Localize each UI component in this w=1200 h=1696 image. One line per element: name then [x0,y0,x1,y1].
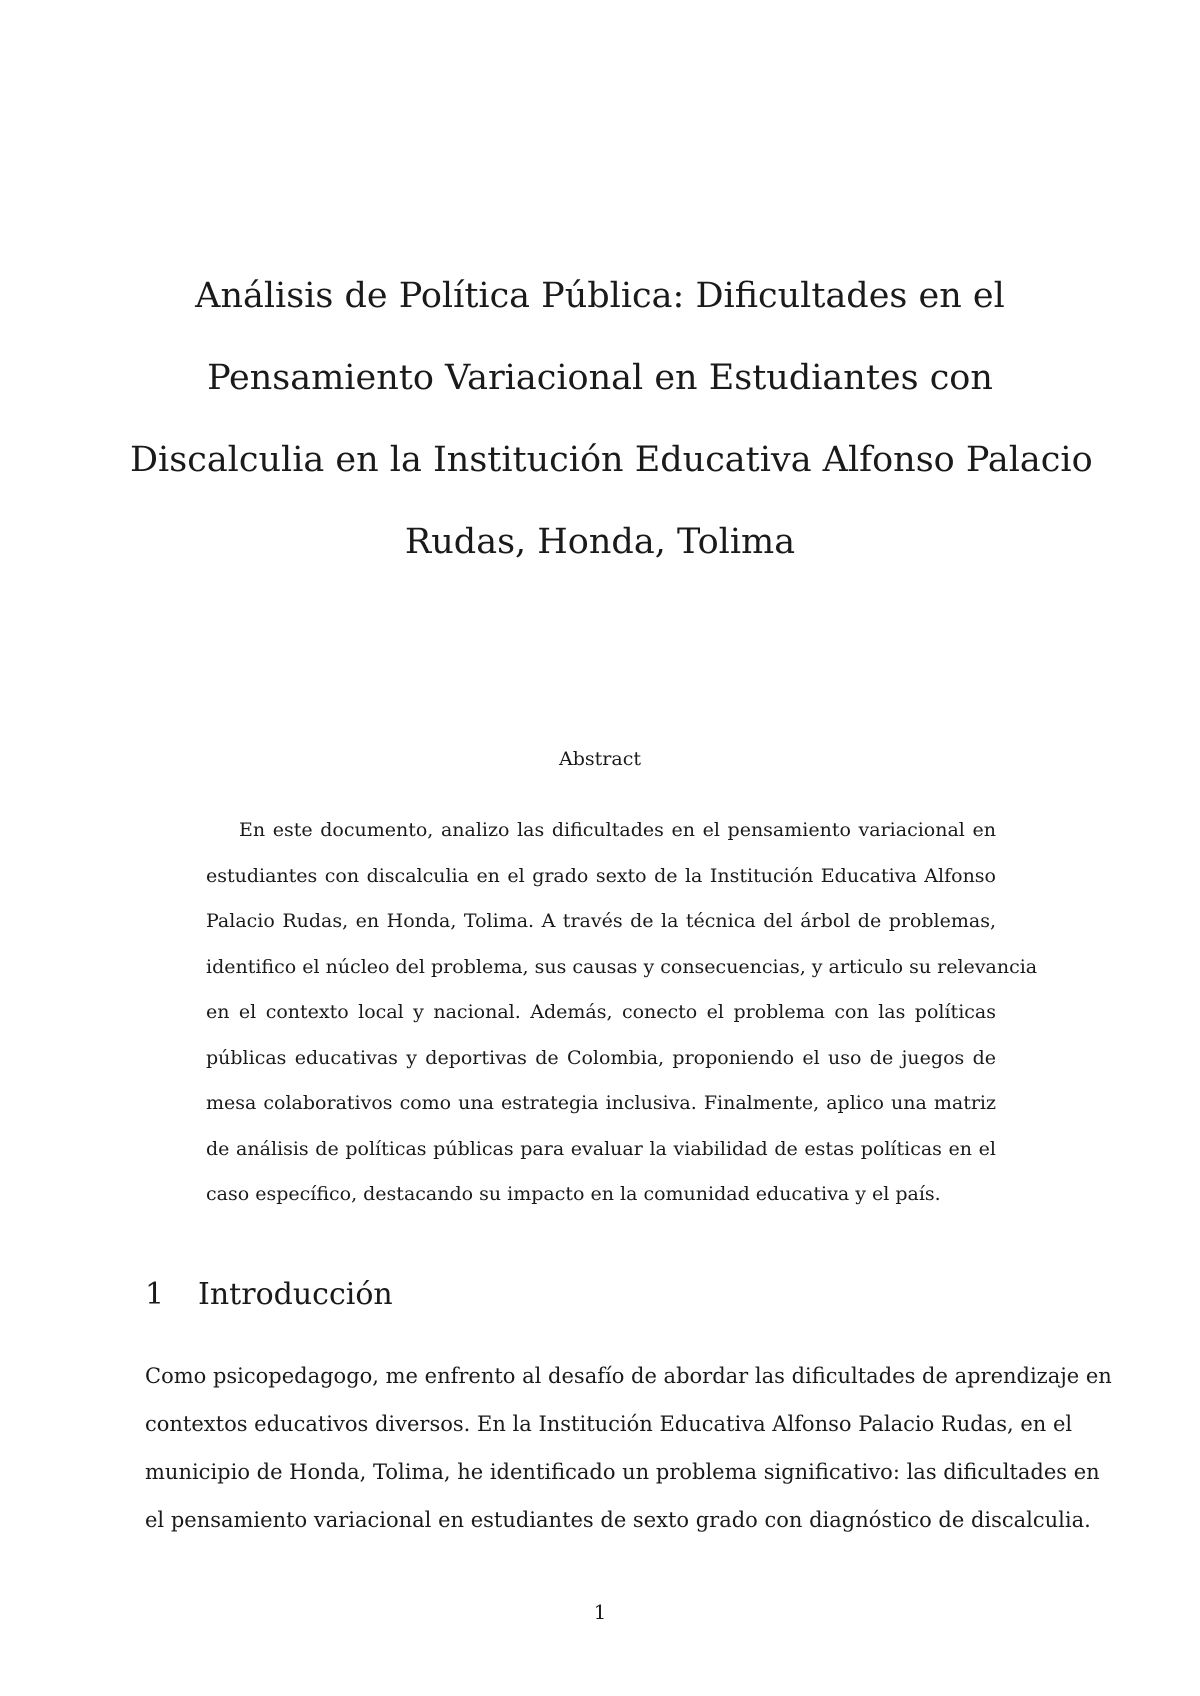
title-line: Pensamiento Variacional en Estudiantes con [207,358,993,398]
section-title: Introducción [198,1277,393,1312]
abstract-line: estudiantes con discalculia en el grado sexto de la Institución Educativa Alfonso [206,864,996,887]
abstract-line: en el contexto local y nacional. Además, conecto el problema con las políticas [206,1001,996,1023]
body-line: Como psicopedagogo, me enfrento al desafío de abordar las dificultades de aprendizaje en [145,1364,1112,1388]
abstract-line: identifico el núcleo del problema, sus causas y consecuencias, y articulo su relevancia [206,955,1038,978]
abstract-line: públicas educativas y deportivas de Colombia, proponiendo el uso de juegos de [206,1046,996,1069]
abstract-line: caso específico, destacando su impacto en la comunidad educativa y el país. [206,1183,941,1205]
page-number: 1 [593,1600,607,1624]
body-line: el pensamiento variacional en estudiantes de sexto grado con diagnóstico de discalculia. [145,1508,1091,1532]
title-line: Discalculia en la Institución Educativa Alfonso Palacio [130,440,1093,480]
abstract-body [206,808,1038,1218]
abstract-line: Palacio Rudas, en Honda, Tolima. A través de la técnica del árbol de problemas, [206,910,996,932]
body-line: contextos educativos diversos. En la Institución Educativa Alfonso Palacio Rudas, en el [145,1412,1073,1436]
abstract-line: de análisis de políticas públicas para evaluar la viabilidad de estas políticas en el [206,1137,996,1160]
abstract-line: En este documento, analizo las dificultades en el pensamiento variacional en [239,819,996,841]
title-line: Rudas, Honda, Tolima [404,522,796,562]
title-line: Análisis de Política Pública: Dificultades en el [195,276,1005,316]
paper-title [130,255,1093,583]
abstract-line: mesa colaborativos como una estrategia inclusiva. Finalmente, aplico una matriz [206,1092,996,1114]
introduction-body [145,1352,1112,1544]
section-heading-introduction [145,1277,393,1312]
section-number: 1 [145,1277,165,1312]
abstract-heading: Abstract [559,748,641,770]
body-line: municipio de Honda, Tolima, he identificado un problema significativo: las dificultades en [145,1460,1100,1484]
